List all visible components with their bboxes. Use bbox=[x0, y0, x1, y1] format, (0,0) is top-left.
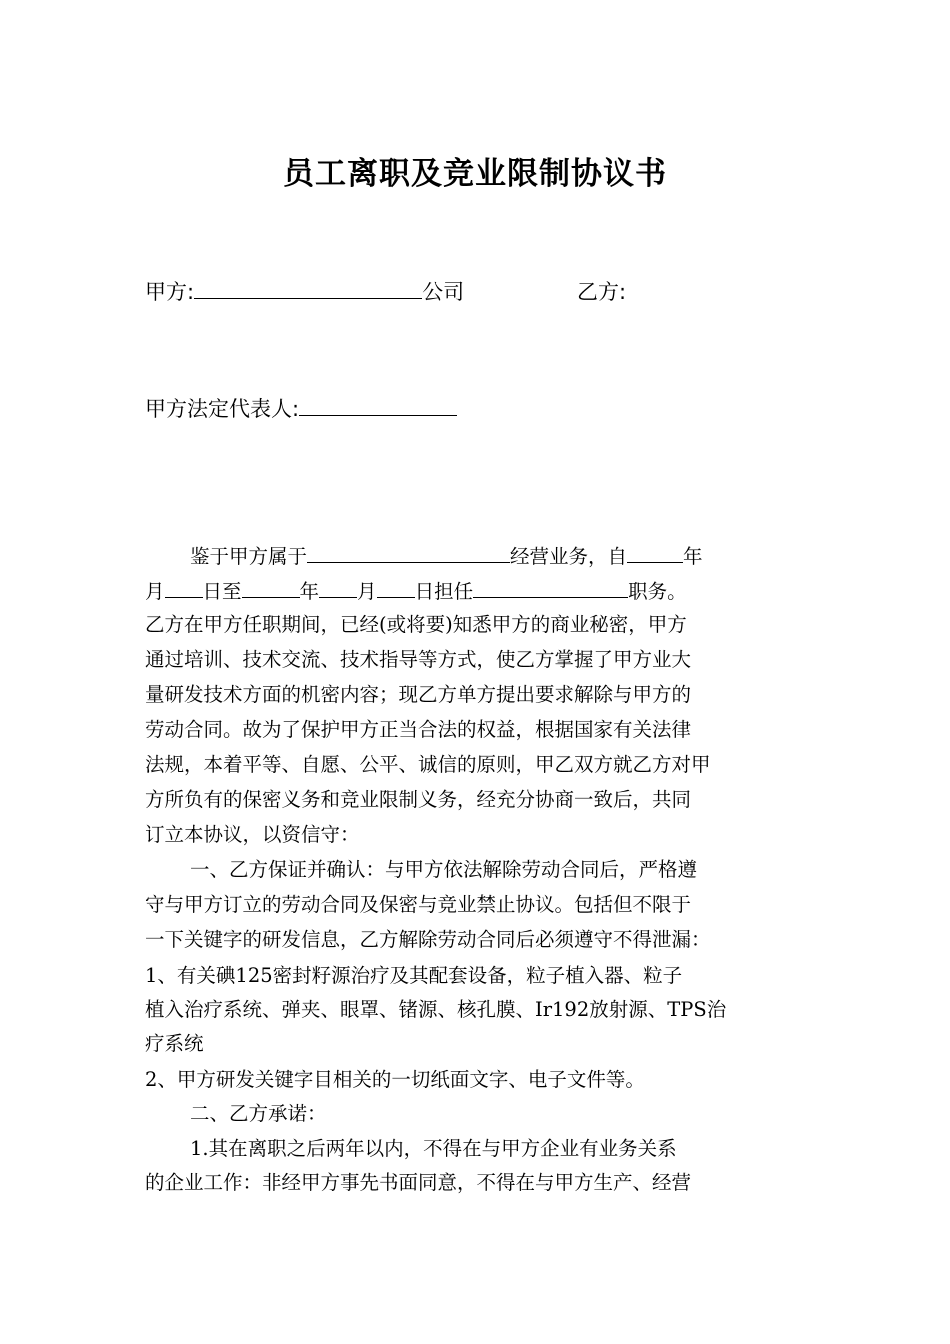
party-a-label: 甲方: bbox=[145, 280, 195, 304]
text-span: 职务。 bbox=[628, 580, 687, 603]
preamble-line: 乙方在甲方任职期间，已经(或将要)知悉甲方的商业秘密，甲方 bbox=[145, 613, 687, 636]
text-span: 经营业务，自 bbox=[510, 545, 628, 568]
party-b-line bbox=[577, 276, 626, 306]
preamble-line: 劳动合同。故为了保护甲方正当合法的权益，根据国家有关法律 bbox=[145, 718, 692, 741]
text-span: 日担任 bbox=[414, 580, 474, 603]
representative-line bbox=[145, 393, 457, 423]
end-month-blank bbox=[319, 578, 357, 598]
clause-1-line: 守与甲方订立的劳动合同及保密与竞业禁止协议。包括但不限于 bbox=[145, 893, 692, 916]
clause-2-line: 的企业工作：非经甲方事先书面同意，不得在与甲方生产、经营 bbox=[145, 1171, 692, 1194]
party-a-suffix: 公司 bbox=[422, 280, 465, 304]
start-month-blank bbox=[165, 578, 203, 598]
industry-blank bbox=[307, 543, 510, 563]
representative-blank bbox=[299, 395, 457, 416]
preamble-line-2 bbox=[145, 578, 687, 604]
end-year-blank bbox=[242, 578, 300, 598]
representative-label: 甲方法定代表人: bbox=[145, 397, 300, 421]
clause-1-line: 一下关键字的研发信息，乙方解除劳动合同后必须遵守不得泄漏： bbox=[145, 928, 711, 951]
text-span: 日至 bbox=[202, 580, 242, 603]
item-1-line: 植入治疗系统、弹夹、眼罩、锗源、核孔膜、Ir192放射源、TPS治 bbox=[145, 998, 727, 1021]
item-1-line: 1、有关碘125密封籽源治疗及其配套设备，粒子植入器、粒子 bbox=[145, 964, 683, 987]
text-span: 月 bbox=[145, 580, 165, 603]
party-a-line bbox=[145, 276, 464, 306]
preamble-line-1 bbox=[190, 543, 703, 569]
text-span: 年 bbox=[683, 545, 703, 568]
text-span: 鉴于甲方属于 bbox=[190, 545, 308, 568]
preamble-line: 法规，本着平等、自愿、公平、诚信的原则，甲乙双方就乙方对甲 bbox=[145, 753, 711, 776]
item-1-line: 疗系统 bbox=[145, 1032, 204, 1055]
start-year-blank bbox=[627, 543, 683, 563]
preamble-line: 方所负有的保密义务和竞业限制义务，经充分协商一致后，共同 bbox=[145, 788, 692, 811]
preamble-line: 量研发技术方面的机密内容；现乙方单方提出要求解除与甲方的 bbox=[145, 683, 692, 706]
text-span: 月 bbox=[357, 580, 377, 603]
text-span: 年 bbox=[299, 580, 320, 603]
item-2-line: 2、甲方研发关键字目相关的一切纸面文字、电子文件等。 bbox=[145, 1068, 645, 1091]
end-day-blank bbox=[377, 578, 415, 598]
party-b-label: 乙方: bbox=[577, 280, 627, 304]
position-blank bbox=[473, 578, 628, 598]
clause-1-line: 一、乙方保证并确认：与甲方依法解除劳动合同后，严格遵 bbox=[190, 858, 698, 881]
party-a-blank bbox=[194, 278, 422, 299]
preamble-line: 订立本协议，以资信守： bbox=[145, 823, 360, 846]
preamble-line: 通过培训、技术交流、技术指导等方式，使乙方掌握了甲方业大 bbox=[145, 648, 692, 671]
clause-2-line: 1.其在离职之后两年以内，不得在与甲方企业有业务关系 bbox=[190, 1137, 677, 1160]
clause-2-heading: 二、乙方承诺： bbox=[190, 1102, 327, 1125]
document-title: 员工离职及竞业限制协议书 bbox=[283, 156, 667, 192]
